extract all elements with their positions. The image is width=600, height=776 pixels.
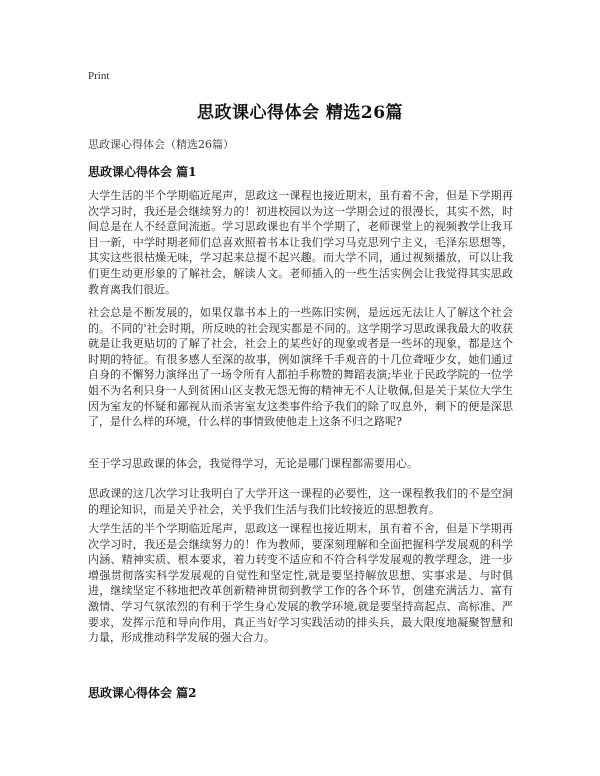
paragraph-5: 大学生活的半个学期临近尾声，思政这一课程也接近期末，虽有着不舍，但是下学期再次学习时，我还是会继续努力的！作为教师，要深刻理解和全面把握科学发展观的科学内涵、精神实质、根本要求，着力转变不适应和不符合科学发展观的教学理念，进一步增强贯彻落实科学发展观的自觉性和坚定性,就是要坚持解放思想、实事求是、与时俱进，继续坚定不移地把改革创新精神贯彻到教学工作的各个环节，创建充满活力、富有激情、学习气氛浓烈的有利于学生身心发展的教学环境,就是要坚持高起点、高标准、严要求，发挥示范和导向作用，真正当好学习实践活动的排头兵，最大限度地凝聚智慧和力量，形成推动科学发展的强大合力。 [88,522,513,645]
section-heading-1: 思政课心得体会 篇1 [88,165,197,179]
section-heading-2: 思政课心得体会 篇2 [88,686,197,700]
paragraph-3: 至于学习思政课的体会，我觉得学习，无论是哪门课程都需要用心。 [88,457,418,470]
paragraph-2: 社会总是不断发展的，如果仅靠书本上的一些陈旧实例，是远远无法让人了解这个社会的。不同的'社会时期，所反映的社会现实都是不同的。这学期学习思政课我最大的收获就是让我更贴切的了解了社会，社会上的某些好的现象或者是一些坏的现象，都是这个时期的特征。有很多感人至深的故事，例如演绎千手观音的十几位聋哑少女，她们通过自身的不懈努力演绎出了一场令所有人都拍手称赞的舞蹈表演;毕业于民政学院的一位学姐不为名利只身一人到贫困山区支教无怨无悔的精神无不人让敬佩,但是关于某位大学生因为室友的怀疑和鄙视从而杀害室友这类事件给予我们的除了叹息外，剩下的便是深思了，是什么样的环境，什么样的事情致使他走上这条不归之路呢? [88,306,514,429]
print-link[interactable]: Print [88,70,110,82]
document-title: 思政课心得体会 精选26篇 [196,103,404,123]
paragraph-4: 思政课的这几次学习让我明白了大学开这一课程的必要性，这一课程教我们的不是空洞的理论知识，而是关乎社会，关乎我们生活与我们比较接近的思想教育。 [88,487,513,516]
document-subtitle: 思政课心得体会（精选26篇） [88,138,234,151]
paragraph-1: 大学生活的半个学期临近尾声，思政这一课程也接近期末，虽有着不舍，但是下学期再次学习时，我还是会继续努力的！初进校园以为这一学期会过的很漫长，其实不然，时间总是在人不经意间流逝。学习思政课也有半个学期了，老师课堂上的视频教学让我耳目一新，中学时期老师们总喜欢照着书本让我们学习马克思列宁主义，毛泽东思想等，其实这些很枯燥无味，学习起来总提不起兴趣。而大学不同，通过视频播放，可以让我们更生动更形象的了解社会，解读人文。老师插入的一些生活实例会让我觉得其实思政教育离我们很近。 [88,189,513,296]
